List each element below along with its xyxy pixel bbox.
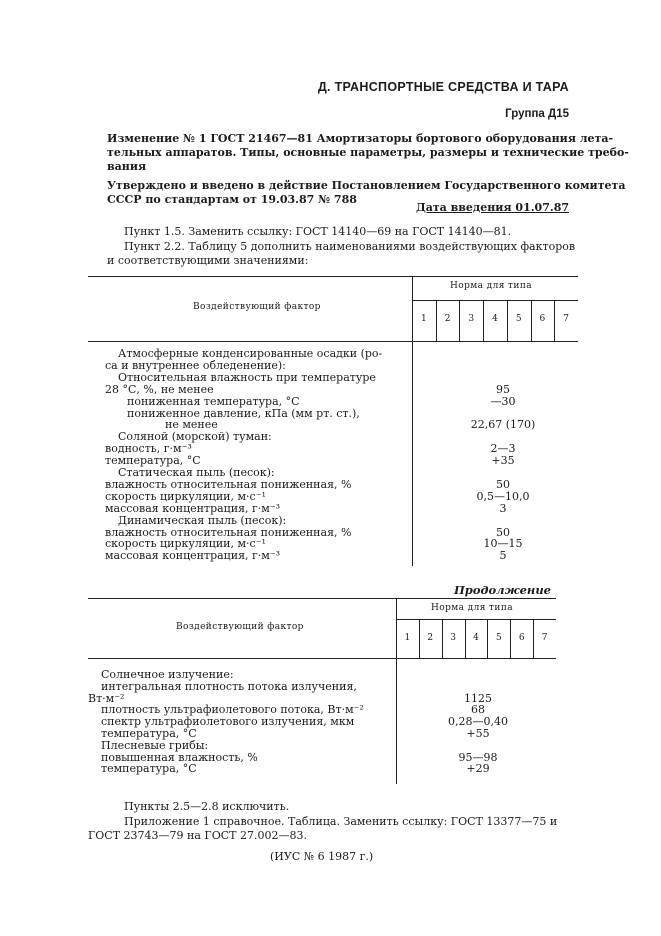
column-number: 3 (450, 633, 456, 643)
table-rule (88, 598, 556, 599)
intro-line: Пункт 2.2. Таблицу 5 дополнить наименованиями воздействующих факторов (124, 240, 576, 253)
amendment-line: вания (107, 160, 147, 173)
column-number: 1 (420, 314, 427, 324)
norm-value: —30 (490, 394, 516, 408)
factor-label: пониженное давление, кПа (мм рт. ст.), (127, 406, 360, 420)
norm-value: 68 (471, 703, 485, 717)
column-number: 4 (473, 633, 479, 643)
column-divider (436, 300, 437, 341)
norm-value: 0,5—10,0 (476, 489, 530, 503)
norm-value: 2—3 (490, 442, 516, 456)
factor-label: 28 °С, %, не менее (105, 382, 214, 396)
table-rule (412, 300, 578, 301)
factor-label: Солнечное излучение: (101, 668, 234, 681)
factor-label: повышенная влажность, % (101, 750, 258, 764)
norm-header: Норма для типа (431, 603, 513, 613)
footer-line: ГОСТ 23743—79 на ГОСТ 27.002—83. (88, 829, 307, 842)
effective-date: Дата введения 01.07.87 (415, 201, 569, 214)
factor-header: Воздействующий фактор (193, 302, 321, 312)
factor-label: температура, °С (101, 762, 197, 776)
factor-label: интегральная плотность потока излучения, (101, 679, 357, 693)
intro-line: и соответствующими значениями: (107, 254, 309, 267)
column-number: 3 (468, 314, 475, 324)
factor-label: Соляной (морской) туман: (118, 430, 272, 444)
norm-value: 95 (496, 382, 510, 396)
factor-label: массовая концентрация, г·м⁻³ (105, 501, 281, 515)
norm-value: 3 (499, 501, 507, 515)
norm-header: Норма для типа (450, 281, 532, 291)
table-divider (412, 276, 413, 566)
factor-label: Плесневые грибы: (101, 738, 209, 752)
norm-value: 5 (499, 549, 507, 563)
column-divider (507, 300, 508, 341)
section-title: Д. ТРАНСПОРТНЫЕ СРЕДСТВА И ТАРА (317, 80, 569, 94)
factor-label: Относительная влажность при температуре (118, 370, 376, 384)
norm-value: 1125 (464, 691, 492, 705)
amendment-text (107, 132, 629, 174)
factor-label: влажность относительная пониженная, % (105, 477, 352, 491)
amendment-line: Изменение № 1 ГОСТ 21467—81 Амортизаторы бортового оборудования лета- (107, 132, 614, 145)
source-reference: (ИУС № 6 1987 г.) (270, 850, 374, 863)
table-rule (396, 619, 556, 620)
factor-label: скорость циркуляции, м·с⁻¹ (105, 489, 266, 503)
table-rule (88, 658, 556, 659)
column-divider (554, 300, 555, 341)
factor-label: температура, °С (101, 727, 197, 740)
norm-value: 10—15 (483, 537, 523, 551)
column-number: 6 (539, 314, 546, 324)
norm-value: 0,28—0,40 (448, 715, 508, 729)
column-divider (483, 300, 484, 341)
factor-label: водность, г·м⁻³ (105, 442, 192, 456)
column-number: 1 (404, 633, 411, 643)
factor-label: Вт·м⁻² (88, 691, 125, 705)
table-rule (88, 341, 578, 342)
column-number: 5 (515, 314, 522, 324)
norm-value: 22,67 (170) (470, 418, 536, 432)
factor-label: не менее (165, 418, 218, 432)
column-number: 4 (492, 314, 498, 324)
footer-line: Пункты 2.5—2.8 исключить. (124, 800, 290, 813)
norm-value: +35 (491, 454, 515, 468)
column-number: 2 (427, 633, 434, 643)
approval-line: Утверждено и введено в действие Постановлением Государственного комитета (107, 179, 626, 192)
column-number: 7 (563, 314, 569, 324)
factor-header: Воздействующий фактор (176, 622, 304, 632)
group-code: Группа Д15 (505, 108, 569, 120)
norm-value: +55 (466, 727, 490, 740)
column-number: 7 (541, 633, 548, 643)
factor-label: скорость циркуляции, м·с⁻¹ (105, 537, 266, 551)
norm-value: 50 (496, 477, 510, 491)
amendment-line: тельных аппаратов. Типы, основные параметры, размеры и технические требо- (107, 146, 629, 159)
norm-value: +29 (466, 762, 490, 776)
factor-label: массовая концентрация, г·м⁻³ (105, 549, 281, 563)
column-divider (459, 300, 460, 341)
factor-label: пониженная температура, °С (127, 394, 300, 408)
factor-label: са и внутреннее обледенение): (105, 358, 286, 372)
norm-value: 95—98 (458, 750, 498, 764)
factor-label: влажность относительная пониженная, % (105, 525, 352, 539)
factor-label: спектр ультрафиолетового излучения, мкм (101, 715, 355, 729)
factor-label: Статическая пыль (песок): (118, 466, 275, 479)
table-rule (88, 276, 578, 277)
factor-label: плотность ультрафиолетового потока, Вт·м⁻² (101, 703, 364, 717)
column-number: 5 (495, 633, 502, 643)
intro-line: Пункт 1.5. Заменить ссылку: ГОСТ 14140—69 на ГОСТ 14140—81. (124, 225, 512, 238)
norm-value: 50 (496, 525, 510, 539)
approval-line: СССР по стандартам от 19.03.87 № 788 (107, 193, 357, 206)
factor-label: Атмосферные конденсированные осадки (ро- (118, 347, 383, 360)
column-divider (531, 300, 532, 341)
factor-label: Динамическая пыль (песок): (118, 513, 287, 527)
footer-line: Приложение 1 справочное. Таблица. Заменить ссылку: ГОСТ 13377—75 и (124, 815, 558, 828)
table-divider (396, 598, 397, 784)
continuation-label: Продолжение (453, 583, 551, 597)
factor-label: температура, °С (105, 454, 201, 468)
column-number: 2 (444, 314, 451, 324)
column-number: 6 (518, 633, 525, 643)
